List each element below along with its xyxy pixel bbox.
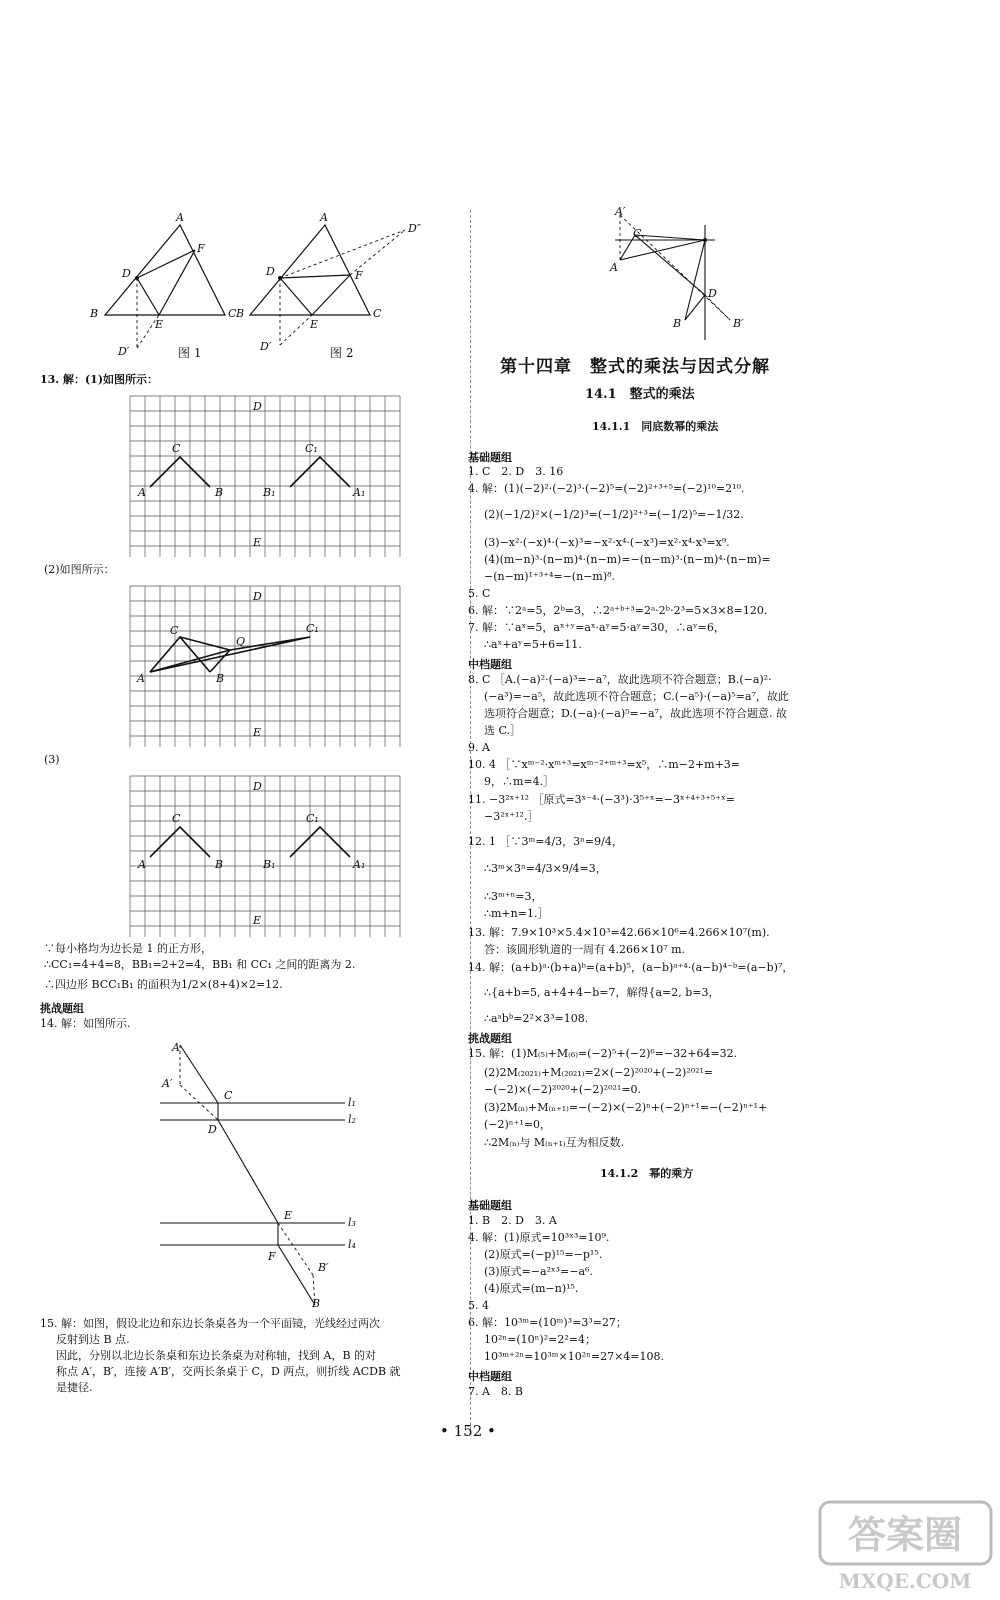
b-ans-6-3: 10³ᵐ⁺²ⁿ=10³ᵐ×10²ⁿ=27×4=108. [484, 1350, 665, 1363]
ans-13-1: 13. 解：7.9×10³×5.4×10³=42.66×10⁶=4.266×10⁷(m). [468, 926, 770, 939]
watermark-bottom: MXQE.COM [838, 1569, 972, 1593]
ans-15-1: 15. 解：(1)M₍₅₎+M₍₆₎=(−2)⁵+(−2)⁶=−32+64=32. [468, 1047, 738, 1060]
grid-figure-2 [120, 582, 420, 747]
q15-line-3: 因此，分别以北边长条桌和东边长条桌为对称轴，找到 A，B 的对 [56, 1349, 377, 1362]
g3-C1: C₁ [306, 812, 319, 825]
right-challenge-heading: 挑战题组 [468, 1032, 512, 1045]
subsection-2-title: 14.1.2 幂的乘方 [600, 1167, 694, 1180]
g1-D: D [253, 400, 262, 413]
ans-5: 5. C [468, 587, 491, 600]
triangle-figures [80, 205, 440, 360]
fig2-label-E: E [310, 318, 319, 331]
ans-15-5: (−2)ⁿ⁺¹=0， [484, 1118, 551, 1131]
fig2-label-Dpp: D″ [408, 222, 421, 235]
q15-line-1: 15. 解：如图，假设北边和东边长条桌各为一个平面镜，光线经过两次 [40, 1317, 380, 1330]
mf-Bp: B′ [318, 1261, 329, 1274]
mf-F: F [268, 1250, 276, 1263]
q13-text-2: ∴CC₁=4+4=8，BB₁=2+2=4，BB₁ 和 CC₁ 之间的距离为 2. [44, 958, 356, 971]
ans-8-2: (−a³)=−a⁵，故此选项不符合题意；C.(−a⁵)·(−a)⁵=a⁷，故此 [484, 690, 789, 703]
subsection-1-title: 14.1.1 同底数幂的乘法 [592, 420, 719, 433]
mf-C: C [224, 1089, 233, 1102]
fig1-label-E: E [155, 318, 164, 331]
g1-E: E [253, 536, 262, 549]
q13-part2: (2)如图所示： [44, 563, 115, 576]
rf-Ap: A′ [615, 205, 626, 218]
fig1-label-Dp: D′ [118, 345, 130, 358]
fig2-label-A: A [320, 211, 328, 224]
ans-15-3: −(−2)×(−2)²⁰²⁰+(−2)²⁰²¹=0. [484, 1083, 642, 1096]
mf-l3: l₃ [348, 1216, 356, 1229]
g3-A1: A₁ [353, 858, 366, 871]
q13-text-1: ∵每小格均为边长是 1 的正方形， [44, 942, 212, 955]
ans-15-4: (3)2M₍ₙ₎+M₍ₙ₊₁₎=−(−2)×(−2)ⁿ+(−2)ⁿ⁺¹=−(−2)ⁿ⁺¹+ [484, 1101, 768, 1114]
left-challenge-heading: 挑战题组 [40, 1002, 84, 1015]
rf-D: D [708, 287, 717, 300]
fig2-label-C: C [373, 307, 382, 320]
fig1-label-F: F [197, 242, 205, 255]
g2-E: E [253, 726, 262, 739]
ans-15-6: ∴2M₍ₙ₎与 M₍ₙ₊₁₎互为相反数. [484, 1136, 625, 1149]
mid-group-heading: 中档题组 [468, 658, 512, 671]
section-title: 14.1 整式的乘法 [585, 387, 695, 402]
ans-12-4: ∴m+n=1.］ [484, 907, 549, 920]
watermark-top: 答案圈 [847, 1512, 963, 1557]
fig2-caption: 图 2 [330, 346, 354, 360]
ans-8-3: 选项符合题意；D.(−a)·(−a)⁵=−a⁷，故此选项不符合题意. 故 [484, 707, 787, 720]
ans-14-3: ∴aᵃbᵇ=2²×3³=108. [484, 1012, 589, 1025]
fig1-label-A: A [176, 211, 184, 224]
ans-14-2: ∴{a+b=5, a+4+4−b=7，解得{a=2, b=3， [484, 986, 720, 999]
g3-E: E [253, 914, 262, 927]
basic-group-heading: 基础题组 [468, 451, 512, 464]
right-reflection-figure [605, 205, 765, 345]
ans-4-3: (3)−x²·(−x)⁴·(−x)³=−x²·x⁴·(−x³)=x²·x⁴·x³=x⁹. [484, 536, 730, 549]
b-ans-1-3: 1. B 2. D 3. A [468, 1214, 557, 1227]
g1-B: B [215, 486, 224, 499]
chapter-title: 第十四章 整式的乘法与因式分解 [500, 357, 770, 377]
mf-l1: l₁ [348, 1096, 356, 1109]
parallel-lines-figure [150, 1035, 380, 1310]
q14-heading: 14. 解：如图所示. [40, 1017, 131, 1030]
b-ans-4-4: (4)原式=(m−n)¹⁵. [484, 1282, 579, 1295]
q13-text-3: ∴四边形 BCC₁B₁ 的面积为1/2×(8+4)×2=12. [44, 978, 283, 991]
ans-12-3: ∴3ᵐ⁺ⁿ=3， [484, 890, 543, 903]
ans-7-1: 7. 解：∵aˣ=5，aˣ⁺ʸ=aˣ·aʸ=5·aʸ=30，∴aʸ=6， [468, 621, 725, 634]
rf-C: C [633, 227, 642, 240]
mf-D: D [208, 1123, 217, 1136]
ans-4-1: 4. 解：(1)(−2)²·(−2)³·(−2)⁵=(−2)²⁺³⁺⁵=(−2)¹⁰=2¹⁰. [468, 482, 745, 495]
ans-10-2: 9，∴m=4.］ [484, 775, 555, 788]
fig2-label-F: F [355, 269, 363, 282]
column-divider [470, 210, 471, 1435]
ans-10-1: 10. 4 ［∵xᵐ⁻²·xᵐ⁺³=xᵐ⁻²⁺ᵐ⁺³=x⁵，∴m−2+m+3= [468, 758, 741, 771]
mf-Ap: A′ [162, 1077, 173, 1090]
ans-15-2: (2)2M₍₂₀₂₁₎+M₍₂₀₂₁₎=2×(−2)²⁰²⁰+(−2)²⁰²¹= [484, 1066, 714, 1079]
g1-A: A [138, 486, 146, 499]
basic-group-2-heading: 基础题组 [468, 1199, 512, 1212]
grid-figure-1 [120, 392, 420, 557]
ans-12-1: 12. 1 ［∵3ᵐ=4/3，3ⁿ=9/4， [468, 835, 623, 848]
q13-part3: (3) [44, 753, 60, 766]
g1-B1: B₁ [263, 486, 276, 499]
ans-14-1: 14. 解：(a+b)ᵃ·(b+a)ᵇ=(a+b)⁵，(a−b)ᵃ⁺⁴·(a−b)⁴⁻ᵇ=(a−b)⁷， [468, 961, 794, 974]
mf-A: A [172, 1041, 180, 1054]
fig1-caption: 图 1 [178, 346, 202, 360]
ans-12-2: ∴3ᵐ×3ⁿ=4/3×9/4=3， [484, 862, 607, 875]
g1-C: C [172, 442, 181, 455]
fig2-label-Dp: D′ [260, 340, 272, 353]
ans-11-2: −3²ˣ⁺¹².］ [484, 810, 539, 823]
fig2-label-B: B [236, 307, 245, 320]
ans-8-1: 8. C ［A.(−a)²·(−a)³=−a⁷，故此选项不符合题意；B.(−a)²· [468, 673, 772, 686]
fig1-label-D: D [122, 267, 131, 280]
ans-7-2: ∴aˣ+aʸ=5+6=11. [484, 638, 582, 651]
q15-line-4: 称点 A′，B′，连接 A′B′，交两长条桌于 C，D 两点，则折线 ACDB 就 [56, 1365, 401, 1378]
rf-Bp: B′ [733, 317, 744, 330]
fig1-label-C: C [228, 307, 237, 320]
b-ans-4-1: 4. 解：(1)原式=10³ˣ³=10⁹. [468, 1231, 610, 1244]
mf-E: E [284, 1209, 293, 1222]
ans-11-1: 11. −3²ˣ⁺¹² ［原式=3ˣ⁻⁴·(−3³)·3⁵⁺ˣ=−3ˣ⁺⁴⁺³⁺⁵⁺ˣ= [468, 793, 735, 806]
watermark-logo [818, 1500, 993, 1595]
g2-B: B [216, 672, 225, 685]
g3-D: D [253, 780, 262, 793]
ans-13-2: 答：该圆形轨道的一周有 4.266×10⁷ m. [484, 943, 686, 956]
q15-line-2: 反射到达 B 点. [56, 1333, 130, 1346]
page-number: • 152 • [440, 1422, 496, 1440]
g1-A1: A₁ [353, 486, 366, 499]
g2-C: C [170, 624, 179, 637]
rf-A: A [610, 261, 618, 274]
ans-8-4: 选 C.］ [484, 724, 522, 737]
g2-A: A [137, 672, 145, 685]
ans-4-2: (2)(−1/2)²×(−1/2)³=(−1/2)²⁺³=(−1/2)⁵=−1/32. [484, 508, 744, 521]
g1-C1: C₁ [305, 442, 318, 455]
mf-B: B [312, 1297, 321, 1310]
g3-B1: B₁ [263, 858, 276, 871]
g2-Q: Q [236, 635, 246, 648]
mf-l4: l₄ [348, 1238, 356, 1251]
ans-1-3: 1. C 2. D 3. 16 [468, 465, 564, 478]
mid-group-2-heading: 中档题组 [468, 1370, 512, 1383]
g3-C: C [172, 812, 181, 825]
g2-D: D [253, 590, 262, 603]
b-ans-4-2: (2)原式=(−p)¹⁵=−p¹⁵. [484, 1248, 603, 1261]
g3-A: A [138, 858, 146, 871]
b-ans-4-3: (3)原式=−a²ˣ³=−a⁶. [484, 1265, 593, 1278]
b-ans-5: 5. 4 [468, 1299, 489, 1312]
fig2-label-D: D [266, 265, 275, 278]
ans-9: 9. A [468, 741, 490, 754]
b-ans-6-2: 10²ⁿ=(10ⁿ)²=2²=4； [484, 1333, 596, 1346]
fig1-label-B: B [90, 307, 99, 320]
b-ans-6-1: 6. 解：10³ᵐ=(10ᵐ)³=3³=27； [468, 1316, 627, 1329]
g2-C1: C₁ [306, 622, 319, 635]
rf-B: B [673, 317, 682, 330]
q13-heading: 13. 解：(1)如图所示： [40, 373, 159, 386]
b-ans-7-8: 7. A 8. B [468, 1385, 524, 1398]
ans-4-5: −(n−m)¹⁺³⁺⁴=−(n−m)⁸. [484, 570, 616, 583]
grid-figure-3 [120, 772, 420, 937]
g3-B: B [215, 858, 224, 871]
q15-line-5: 是捷径. [56, 1381, 93, 1394]
ans-6: 6. 解：∵2ᵃ=5，2ᵇ=3，∴2ᵃ⁺ᵇ⁺³=2ᵃ·2ᵇ·2³=5×3×8=120. [468, 604, 768, 617]
mf-l2: l₂ [348, 1113, 356, 1126]
ans-4-4: (4)(m−n)³·(n−m)⁴·(n−m)=−(n−m)³·(n−m)⁴·(n−m)= [484, 553, 771, 566]
